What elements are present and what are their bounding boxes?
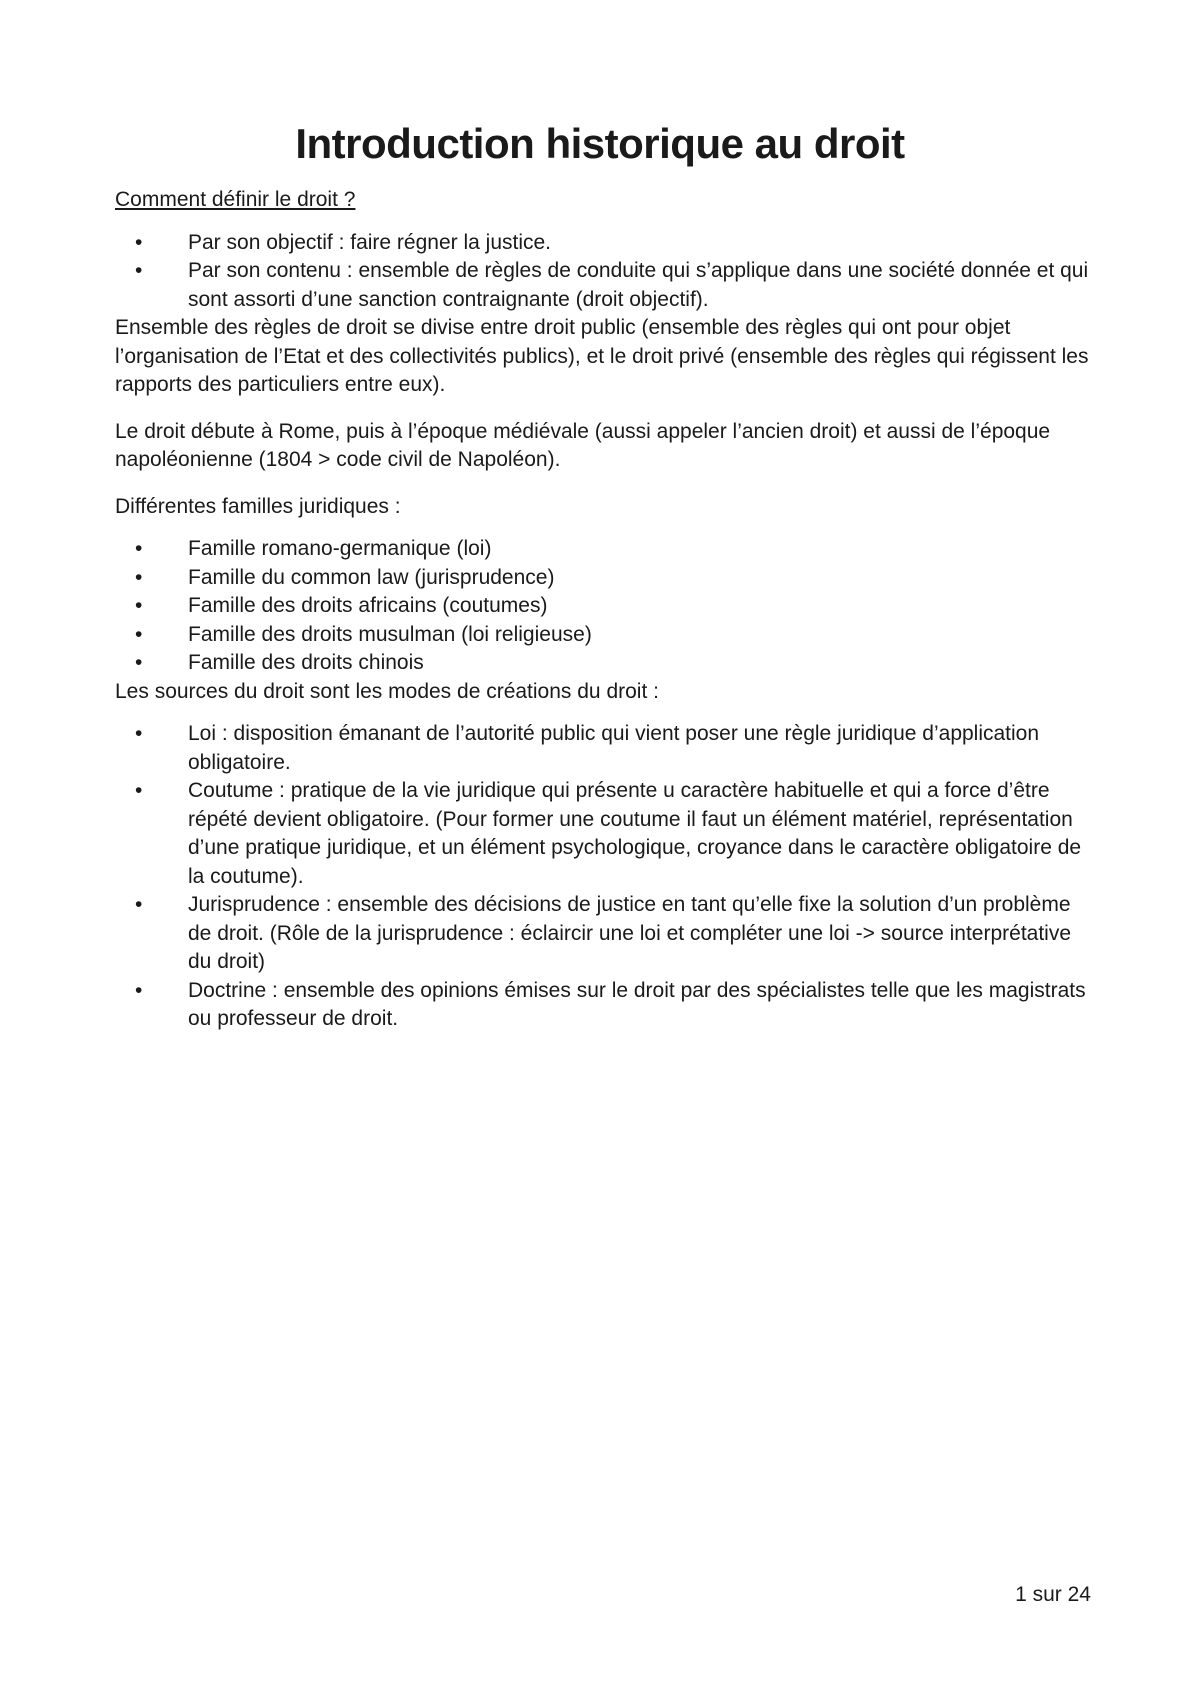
list-item — [115, 891, 1090, 977]
bullet-glyph: • — [135, 779, 143, 802]
bullet-glyph: • — [135, 594, 143, 617]
list-item — [115, 229, 1090, 258]
bullet-glyph: • — [135, 565, 143, 589]
list-item-text: Coutume : pratique de la vie juridique qui présente u caractère habituelle et qui a force d’être répété devient obligatoire. (Pour former une coutume il faut un élément matériel, représentation d’une pratique juridique, et un élément psychologique, croyance dans le caractère obligatoire de la coutume). — [188, 779, 1082, 888]
sources-heading: Les sources du droit sont les modes de créations du droit : — [115, 679, 659, 703]
list-item — [115, 777, 1090, 891]
list-item — [115, 564, 1090, 593]
document-body — [115, 186, 1090, 1034]
definition-list — [115, 229, 1090, 315]
list-item — [115, 621, 1090, 650]
bullet-glyph: • — [135, 259, 143, 282]
section-question: Comment définir le droit ? — [115, 188, 356, 211]
page-title: Introduction historique au droit — [295, 120, 905, 167]
families-list — [115, 535, 1090, 678]
list-item — [115, 257, 1090, 314]
page-number: 1 sur 24 — [1015, 1583, 1091, 1606]
bullet-glyph: • — [135, 230, 143, 254]
list-item — [115, 977, 1090, 1034]
families-heading: Différentes familles juridiques : — [115, 494, 401, 518]
list-item-text: Doctrine : ensemble des opinions émises sur le droit par des spécialistes telle que les magistrats ou professeur de droit. — [188, 978, 1086, 1030]
list-item — [115, 649, 1090, 678]
list-item-text: Famille des droits chinois — [188, 651, 424, 674]
paragraph-public-private-law: Ensemble des règles de droit se divise entre droit public (ensemble des règles qui ont pour objet l’organisation de l’Etat et des collectivités publics), et le droit privé (ensemble des règles qui régissent les rapports des particuliers entre eux). — [115, 316, 1089, 396]
bullet-glyph: • — [135, 537, 143, 560]
list-item-text: Famille des droits musulman (loi religieuse) — [188, 622, 592, 646]
list-item-text: Famille romano-germanique (loi) — [188, 537, 492, 560]
list-item-text: Par son objectif : faire régner la justice. — [188, 230, 552, 254]
list-item — [115, 535, 1090, 564]
bullet-glyph: • — [135, 651, 143, 674]
list-item-text: Famille des droits africains (coutumes) — [188, 594, 548, 617]
list-item-text: Famille du common law (jurisprudence) — [188, 565, 555, 589]
bullet-glyph: • — [135, 622, 143, 646]
list-item — [115, 720, 1090, 777]
paragraph-history: Le droit débute à Rome, puis à l’époque médiévale (aussi appeler l’ancien droit) et aussi de l’époque napoléonienne (1804 > code civil de Napoléon). — [115, 419, 1051, 471]
list-item-text: Par son contenu : ensemble de règles de conduite qui s’applique dans une société donnée et qui sont assorti d’une sanction contraignante (droit objectif). — [188, 259, 1089, 311]
bullet-glyph: • — [135, 722, 143, 745]
bullet-glyph: • — [135, 893, 143, 916]
sources-list — [115, 720, 1090, 1034]
list-item — [115, 592, 1090, 621]
list-item-text: Jurisprudence : ensemble des décisions de justice en tant qu’elle fixe la solution d’un problème de droit. (Rôle de la jurisprudence : éclaircir une loi et compléter une loi -> source interprétative du droit) — [188, 893, 1072, 973]
bullet-glyph: • — [135, 978, 143, 1002]
list-item-text: Loi : disposition émanant de l’autorité public qui vient poser une règle juridique d’application obligatoire. — [188, 722, 1040, 774]
